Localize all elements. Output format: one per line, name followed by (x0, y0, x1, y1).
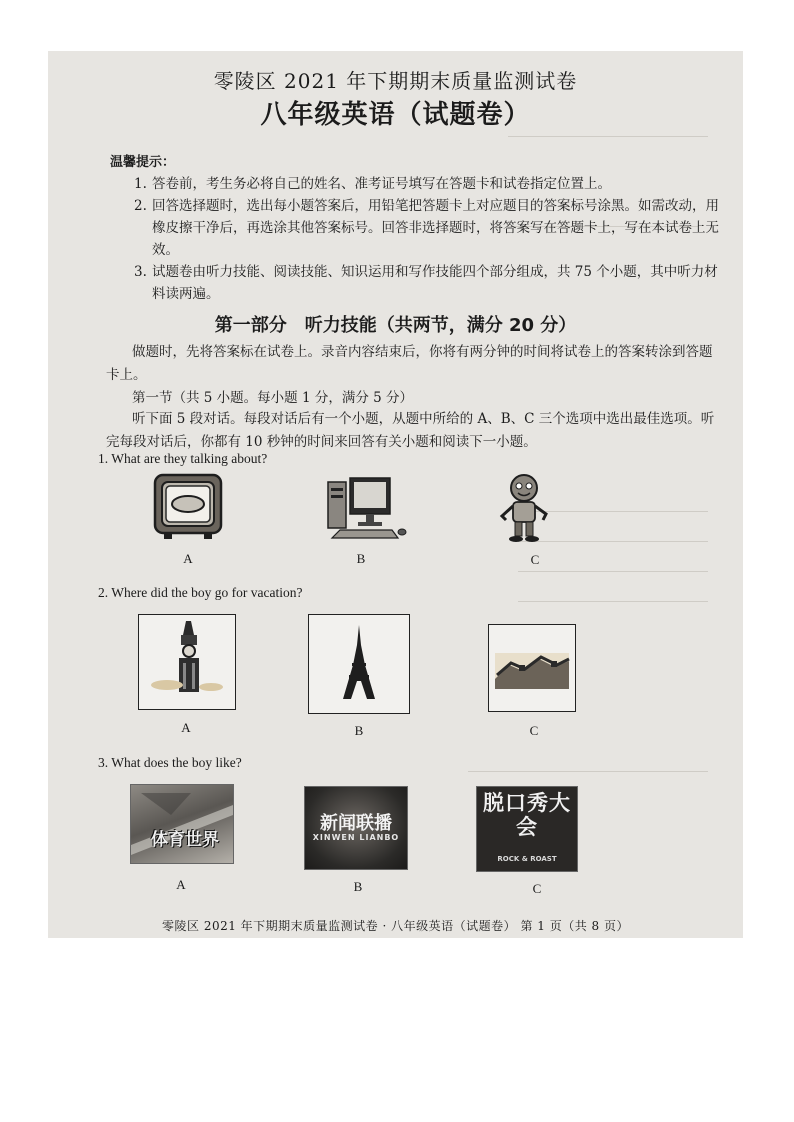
tips-label: 温馨提示： (110, 155, 176, 170)
option-label-b: B (353, 879, 363, 894)
tip-number: 3. (134, 264, 147, 280)
option-image-talk-show (476, 786, 578, 872)
option-label-b: B (354, 723, 364, 738)
option-image-computer (322, 472, 408, 542)
bleed-through-line (518, 571, 708, 572)
option-label-a: A (183, 551, 193, 566)
page-footer: 零陵区 2021 年下期期末质量监测试卷 · 八年级英语（试题卷） 第 1 页（共 8 页） (162, 919, 629, 933)
exam-title: 零陵区 2021 年下期期末质量监测试卷 (213, 69, 578, 93)
logo-news-broadcast-subtext: XINWEN LIANBO (312, 833, 400, 842)
option-image-microwave (152, 472, 224, 542)
section-title: 第一节（共 5 小题。每小题 1 分，满分 5 分） (132, 390, 414, 406)
option-image-great-wall (488, 624, 576, 712)
bleed-through-line (508, 136, 708, 137)
bleed-through-line (518, 601, 708, 602)
tip-number: 2. (134, 198, 147, 214)
question-number: 3. (98, 755, 109, 770)
option-label-c: C (530, 552, 540, 567)
logo-news-broadcast: 新闻联播 (320, 813, 392, 834)
question-1 (98, 451, 267, 467)
option-label-a: A (176, 877, 186, 892)
option-image-eiffel-tower (308, 614, 410, 714)
option-image-news-broadcast (304, 786, 408, 870)
option-label-c: C (532, 881, 542, 896)
question-2 (98, 585, 302, 601)
question-number: 1. (98, 451, 109, 466)
tip-text: 答卷前，考生务必将自己的姓名、准考证号填写在答题卡和试卷指定位置上。 (152, 176, 611, 192)
logo-talk-show-subtext: ROCK & ROAST (497, 855, 557, 863)
question-text: What are they talking about? (111, 451, 268, 466)
option-image-sports-world (130, 784, 234, 864)
exam-page (48, 51, 743, 938)
part-intro: 做题时，先将答案标在试卷上。录音内容结束后，你将有两分钟的时间将试卷上的答案转涂到答题卡上。 (106, 344, 713, 383)
tip-text: 回答选择题时，选出每小题答案后，用铅笔把答题卡上对应题目的答案标号涂黑。如需改动，用橡皮擦干净后，再选涂其他答案标号。回答非选择题时，将答案写在答题卡上，写在本试卷上无效。 (152, 198, 719, 258)
question-3 (98, 755, 242, 771)
option-label-a: A (181, 720, 191, 735)
bleed-through-line (468, 771, 708, 772)
option-label-b: B (356, 551, 366, 566)
tip-item (134, 261, 719, 305)
exam-subtitle: 八年级英语（试题卷） (260, 100, 531, 130)
part-title: 第一部分 听力技能（共两节，满分 20 分） (214, 315, 577, 336)
option-label-c: C (529, 723, 539, 738)
logo-sports-world: 体育世界 (151, 830, 219, 850)
tip-item (134, 173, 719, 195)
question-number: 2. (98, 585, 109, 600)
option-image-big-ben (138, 614, 236, 710)
tip-number: 1. (134, 176, 147, 192)
section-instructions: 听下面 5 段对话。每段对话后有一个小题，从题中所给的 A、B、C 三个选项中选出最佳选项。听完每段对话后，你都有 10 秒钟的时间来回答有关小题和阅读下一小题。 (106, 411, 715, 450)
tip-text: 试题卷由听力技能、阅读技能、知识运用和写作技能四个部分组成，共 75 个小题，其中听力材料读两遍。 (152, 264, 718, 302)
logo-talk-show: 脱口秀大会 (483, 791, 571, 839)
question-text: Where did the boy go for vacation? (111, 585, 303, 600)
option-image-robot (496, 472, 552, 544)
question-text: What does the boy like? (111, 755, 242, 770)
tip-item (134, 195, 719, 261)
